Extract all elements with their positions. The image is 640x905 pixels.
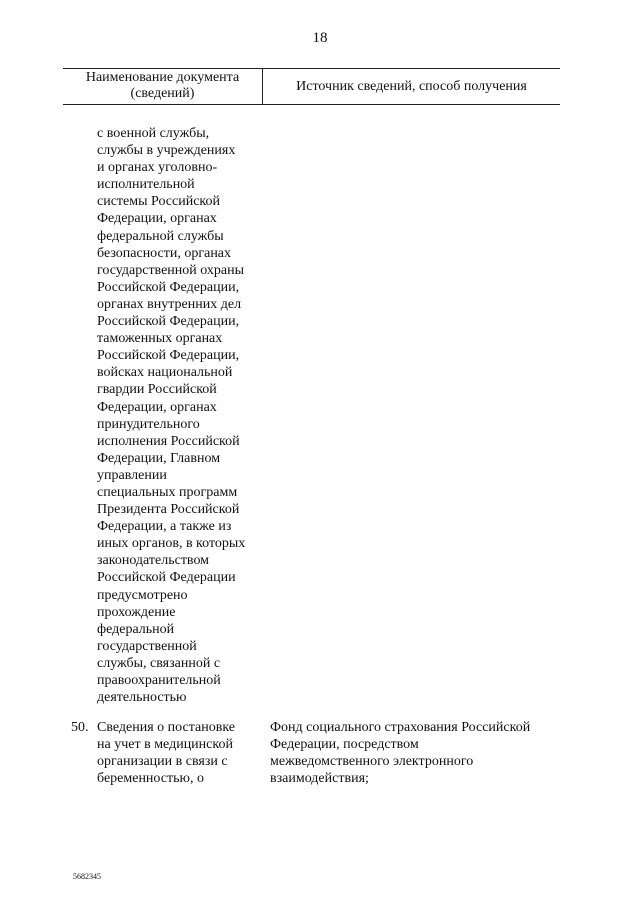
- continuation-text: [97, 125, 267, 706]
- header-source: Источник сведений, способ получения: [296, 79, 527, 94]
- header-bottom-rule: [63, 104, 560, 105]
- text-line: Российской Федерации,: [97, 348, 240, 364]
- text-line: управлении: [97, 467, 167, 483]
- text-line: иных органов, в которых: [97, 536, 246, 552]
- text-line: службы в учреждениях: [97, 143, 236, 159]
- document-id: 5682345: [73, 872, 101, 881]
- text-line: службы, связанной с: [97, 655, 221, 671]
- row-source: [270, 719, 560, 787]
- header-document-name: [63, 70, 262, 102]
- row-number: 50.: [71, 720, 89, 735]
- text-line: Федерации, Главном: [97, 450, 221, 466]
- header-document-name-line1: Наименование документа: [85, 70, 240, 85]
- header-document-name-line2: (сведений): [130, 86, 195, 101]
- text-line: таможенных органах: [97, 331, 223, 347]
- text-line: на учет в медицинской: [97, 737, 233, 753]
- text-line: органах внутренних дел: [97, 296, 242, 312]
- text-line: правоохранительной: [97, 673, 221, 688]
- text-line: гвардии Российской: [97, 382, 217, 398]
- text-line: государственной: [97, 638, 197, 654]
- text-line: Федерации, а также из: [97, 519, 232, 535]
- text-line: безопасности, органах: [97, 245, 232, 261]
- text-line: федеральной службы: [97, 228, 224, 244]
- text-line: федеральной: [97, 621, 175, 637]
- text-line: принудительного: [97, 416, 200, 432]
- text-line: Российской Федерации: [97, 570, 236, 586]
- text-line: деятельностью: [97, 690, 187, 706]
- text-line: взаимодействия;: [270, 771, 369, 787]
- row-document-name: [97, 719, 267, 787]
- page-number: 18: [312, 30, 328, 46]
- text-line: законодательством: [97, 553, 210, 569]
- text-line: исполнения Российской: [97, 433, 240, 449]
- text-line: специальных программ: [97, 484, 238, 500]
- text-line: исполнительной: [97, 177, 195, 193]
- text-line: Федерации, посредством: [270, 737, 419, 753]
- text-line: Российской Федерации,: [97, 314, 240, 330]
- text-line: беременностью, о: [97, 771, 204, 787]
- text-line: Федерации, органах: [97, 399, 217, 415]
- text-line: и органах уголовно-: [97, 160, 218, 176]
- header-top-rule: [63, 68, 560, 69]
- text-line: войсках национальной: [97, 365, 233, 381]
- text-line: Фонд социального страхования Российской: [270, 720, 531, 735]
- text-line: организации в связи с: [97, 754, 228, 770]
- text-line: Российской Федерации,: [97, 279, 240, 295]
- text-line: с военной службы,: [97, 126, 210, 141]
- text-line: государственной охраны: [97, 262, 245, 278]
- text-line: Президента Российской: [97, 502, 240, 518]
- text-line: Федерации, органах: [97, 211, 217, 227]
- text-line: системы Российской: [97, 194, 221, 210]
- text-line: прохождение: [97, 604, 176, 620]
- text-line: предусмотрено: [97, 587, 188, 603]
- text-line: межведомственного электронного: [270, 754, 474, 770]
- text-line: Сведения о постановке: [97, 720, 235, 735]
